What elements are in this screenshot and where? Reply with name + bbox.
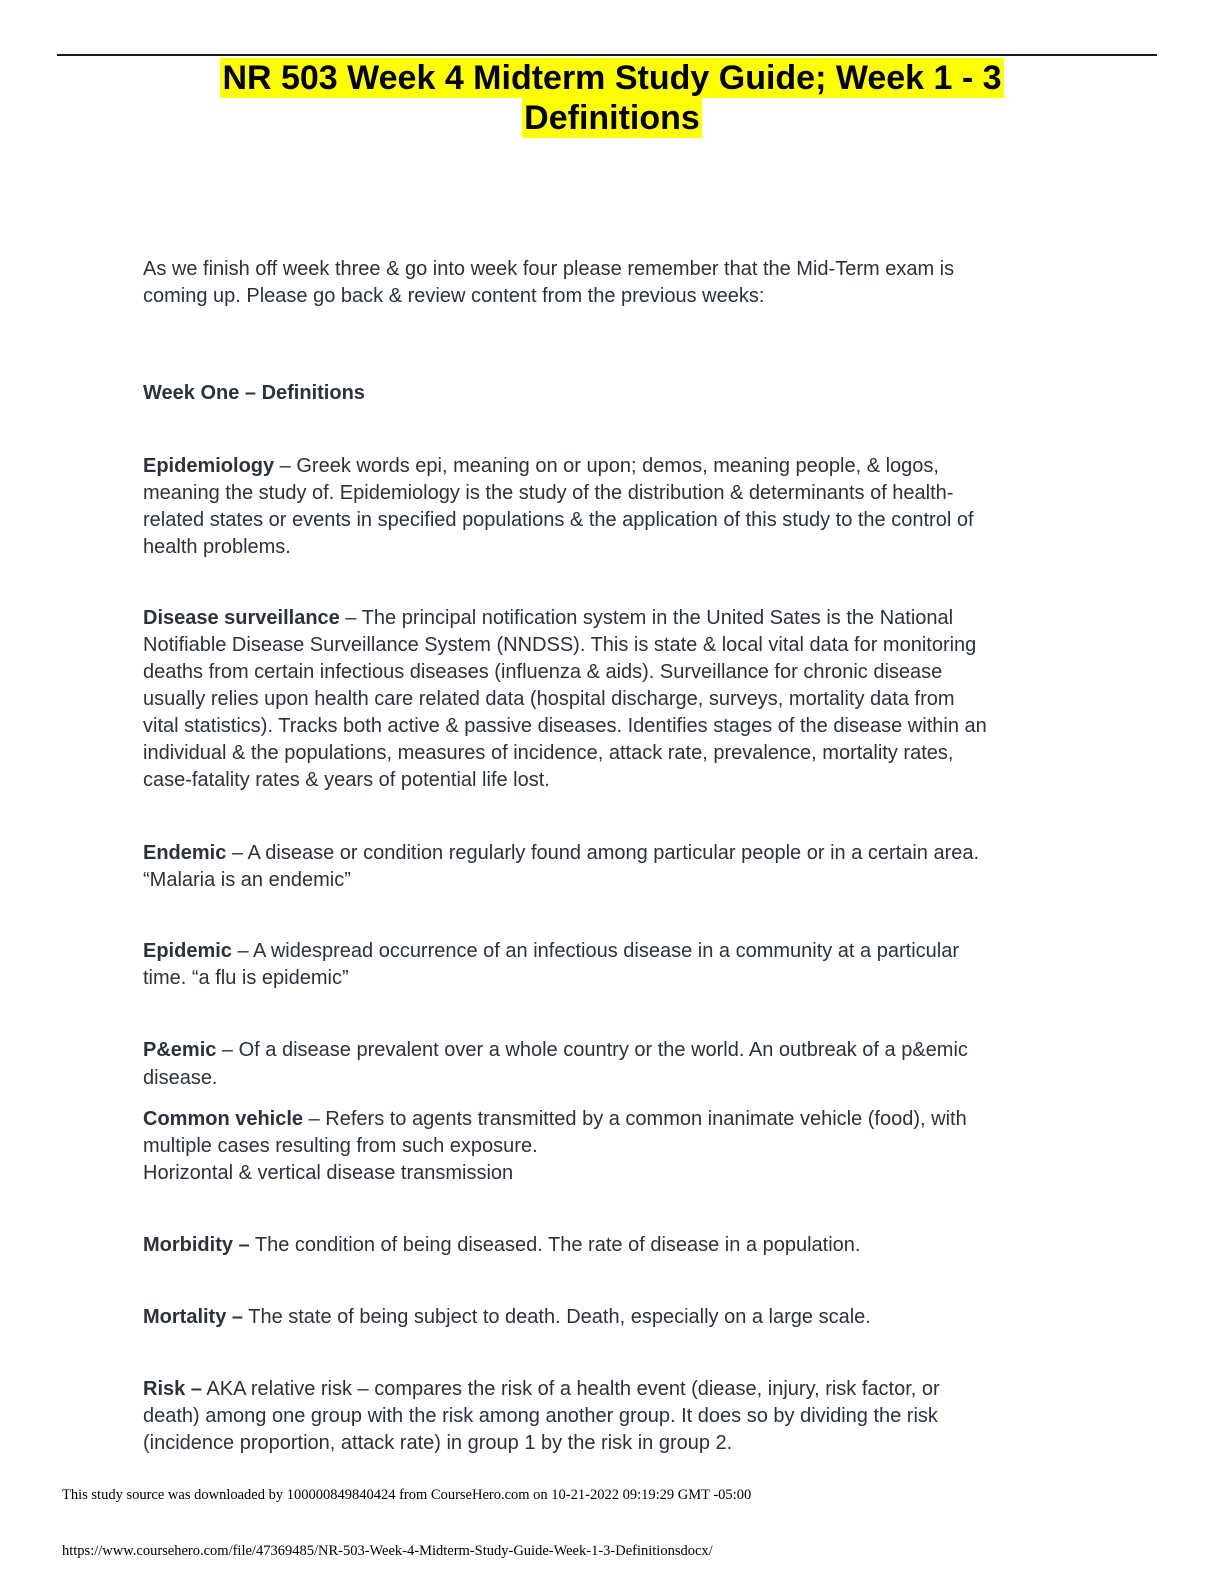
definition-text: – A widespread occurrence of an infectious disease in a community at a particular (231, 940, 959, 962)
intro-line: coming up. Please go back & review content from the previous weeks: (143, 285, 765, 307)
definition-common-vehicle (143, 1106, 1073, 1187)
definition-text: disease. (143, 1067, 218, 1089)
section-heading-text: Week One – Definitions (143, 382, 365, 404)
source-url-link[interactable]: https://www.coursehero.com/file/47369485/NR-503-Week-4-Midterm-Study-Guide-Week-1-3-Definitionsdocx/ (62, 1543, 713, 1559)
definition-epidemiology (143, 453, 1073, 561)
definition-mortality (143, 1304, 1073, 1331)
definition-term: Epidemic (143, 940, 232, 962)
definition-term: Common vehicle (143, 1108, 304, 1130)
definition-term: Morbidity – (143, 1234, 250, 1256)
definition-text: deaths from certain infectious diseases (influenza & aids). Surveillance for chronic disease (143, 661, 943, 683)
definition-text: – Of a disease prevalent over a whole country or the world. An outbreak of a p&emic (216, 1039, 968, 1061)
title-line-2: Definitions (524, 99, 700, 137)
definition-text: – The principal notification system in the United Sates is the National (339, 607, 954, 629)
definition-term: Epidemiology (143, 455, 275, 477)
definition-text: – Refers to agents transmitted by a common inanimate vehicle (food), with (303, 1108, 967, 1130)
definition-term: P&emic (143, 1039, 217, 1061)
top-rule (57, 54, 1157, 56)
definition-text: vital statistics). Tracks both active & passive diseases. Identifies stages of the disease within an (143, 715, 987, 737)
definition-text: The condition of being diseased. The rate of disease in a population. (249, 1234, 861, 1256)
definition-text: health problems. (143, 536, 291, 558)
definition-term: Disease surveillance (143, 607, 340, 629)
definition-text: – A disease or condition regularly found among particular people or in a certain area. (226, 842, 980, 864)
definition-text: individual & the populations, measures of incidence, attack rate, prevalence, mortality rates, (143, 742, 954, 764)
definition-disease-surveillance (143, 605, 1073, 794)
definition-text: meaning the study of. Epidemiology is the study of the distribution & determinants of health- (143, 482, 954, 504)
definition-term: Mortality – (143, 1306, 244, 1328)
definition-text: related states or events in specified populations & the application of this study to the control of (143, 509, 974, 531)
definition-text: “Malaria is an endemic” (143, 869, 351, 891)
definition-risk (143, 1376, 1073, 1457)
definition-term: Risk – (143, 1378, 202, 1400)
definition-text: Notifiable Disease Surveillance System (NNDSS). This is state & local vital data for monitoring (143, 634, 977, 656)
definition-text: AKA relative risk – compares the risk of a health event (diease, injury, risk factor, or (201, 1378, 940, 1400)
section-heading (143, 380, 1073, 407)
definition-text: Horizontal & vertical disease transmission (143, 1162, 514, 1184)
definition-text: case-fatality rates & years of potential life lost. (143, 769, 550, 791)
definition-endemic (143, 840, 1073, 894)
definition-text: usually relies upon health care related data (hospital discharge, surveys, mortality data from (143, 688, 955, 710)
definition-text: time. “a flu is epidemic” (143, 967, 349, 989)
definition-text: death) among one group with the risk among another group. It does so by dividing the risk (143, 1405, 938, 1427)
definition-term: Endemic (143, 842, 227, 864)
intro-line: As we finish off week three & go into week four please remember that the Mid-Term exam is (143, 258, 955, 280)
definition-pandemic (143, 1036, 1073, 1092)
definition-morbidity (143, 1232, 1073, 1259)
definition-text: – Greek words epi, meaning on or upon; demos, meaning people, & logos, (274, 455, 939, 477)
title-line-1: NR 503 Week 4 Midterm Study Guide; Week 1 - 3 (222, 59, 1002, 97)
intro-paragraph (143, 256, 1073, 310)
definition-text: The state of being subject to death. Death, especially on a large scale. (243, 1306, 871, 1328)
download-source-notice: This study source was downloaded by 100000849840424 from CourseHero.com on 10-21-2022 09:19:29 GMT -05:00 (62, 1487, 752, 1503)
document-title (0, 58, 1224, 138)
definition-epidemic (143, 938, 1073, 992)
definition-text: multiple cases resulting from such exposure. (143, 1135, 538, 1157)
definition-text: (incidence proportion, attack rate) in group 1 by the risk in group 2. (143, 1432, 733, 1454)
